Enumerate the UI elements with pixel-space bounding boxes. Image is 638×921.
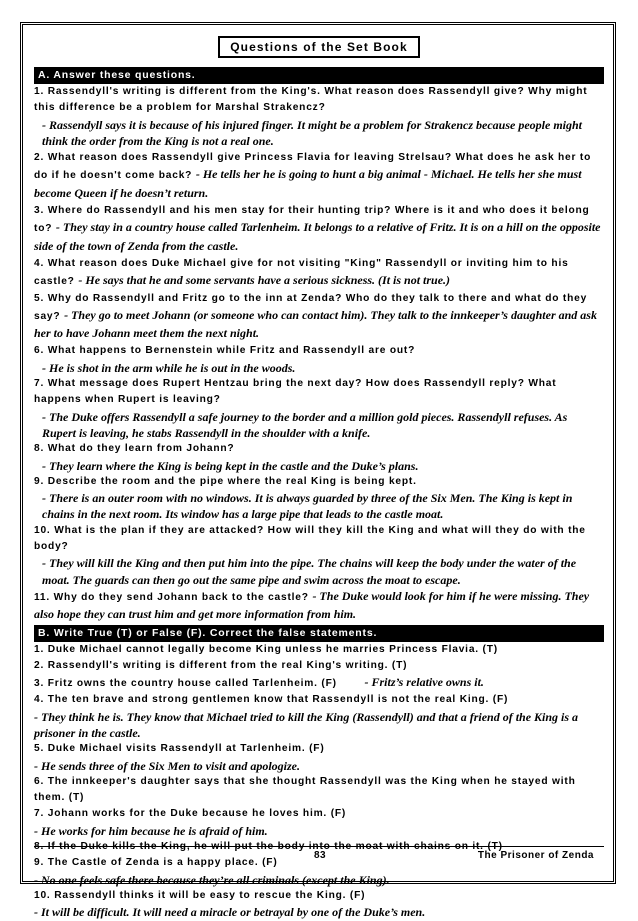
question-a10: 10. What is the plan if they are attacked? How will they kill the King and what will they do with the body? — [34, 524, 586, 553]
question-a2: 2. What reason does Rassendyll give Princess Flavia for leaving Strelsau? What does he ask her to do if he doesn't come back? — [34, 152, 592, 182]
question-a11: 11. Why do they send Johann back to the castle? — [34, 591, 309, 603]
correction-b3: - Fritz’s relative owns it. — [364, 675, 484, 690]
statement-b8: 8. If the Duke kills the King, he will put the body into the moat with chains on it. (T) — [34, 841, 503, 853]
statement-b2: 2. Rassendyll's writing is different from the real King's writing. (T) — [34, 659, 408, 671]
answer-a5: - They go to meet Johann (or someone who can contact him). They talk to the innkeeper’s daughter and ask her to have Johann meet them the next night. — [34, 307, 597, 341]
correction-b9: - No one feels safe there because they’re all criminals (except the King). — [34, 872, 390, 887]
statement-b3-block — [34, 674, 604, 692]
statement-b5: 5. Duke Michael visits Rassendyll at Tarlenheim. (F) — [34, 743, 325, 755]
statement-b10: 10. Rassendyll thinks it will be easy to rescue the King. (F) — [34, 889, 366, 901]
answer-a7: - The Duke offers Rassendyll a safe journey to the border and a million gold pieces. Rassendyll refuses. As Rupert is leaving, he stabs Rassendyll in the shoulder with a knife. — [42, 409, 568, 440]
answer-a11: - The Duke would look for him if he were missing. They also hope they can trust him and get more information from him. — [34, 588, 590, 622]
question-a7: 7. What message does Rupert Hentzau bring the next day? How does Rassendyll reply? What happens when Rupert is leaving? — [34, 378, 557, 406]
question-a4: 4. What reason does Duke Michael give for not visiting "King" Rassendyll or inviting him to his castle? — [34, 257, 569, 288]
answer-a8: - They learn where the King is being kept in the castle and the Duke’s plans. — [42, 458, 419, 473]
section-a-heading: A. Answer these questions. — [34, 67, 604, 84]
section-b-heading: B. Write True (T) or False (F). Correct the false statements. — [34, 625, 604, 642]
answer-a9: - There is an outer room with no windows. It is always guarded by three of the Six Men. The King is kept in chains in the next room. Its window has a large pipe that leads to the castle moat. — [42, 491, 573, 522]
book-title: The Prisoner of Zenda — [477, 850, 594, 861]
answer-a10: - They will kill the King and then put him into the pipe. The chains will keep the body under the water of the moat. The guards can then go out the same pipe and swim across the moat to escape. — [42, 556, 577, 587]
answer-a3: - They stay in a country house called Tarlenheim. It belongs to a relative of Fritz. It is on a hill on the opposite side of the town of Zenda from the castle. — [34, 220, 601, 253]
title-wrap — [34, 36, 604, 58]
question-a9: 9. Describe the room and the pipe where the real King is being kept. — [34, 475, 417, 487]
question-a11-block — [34, 588, 604, 625]
answer-a2: - He tells her he is going to hunt a big animal - Michael. He tells her she must become Queen if he doesn’t return. — [34, 167, 582, 200]
question-a5-block — [34, 291, 604, 344]
answer-a1: - Rassendyll says it is because of his injured finger. It might be a problem for Strakencz because people might think the order from the King is not a real one. — [42, 117, 583, 148]
question-a8: 8. What do they learn from Johann? — [34, 443, 235, 455]
statement-b6: 6. The innkeeper's daughter says that she thought Rassendyll was the King when he stayed with them. (T) — [34, 775, 576, 804]
statement-b1: 1. Duke Michael cannot legally become King unless he marries Princess Flavia. (T) — [34, 643, 498, 655]
correction-b4: - They think he is. They know that Michael tried to kill the King (Rassendyll) and that a friend of the King is a prisoner in the castle. — [34, 709, 579, 740]
question-a4-block — [34, 256, 604, 291]
statement-b7: 7. Johann works for the Duke because he loves him. (F) — [34, 808, 347, 820]
question-a5: 5. Why do Rassendyll and Fritz go to the inn at Zenda? Who do they talk to there and what do they say? — [34, 292, 588, 322]
question-a3: 3. Where do Rassendyll and his men stay for their hunting trip? Where is it and who does it belong to? — [34, 205, 590, 235]
correction-b5: - He sends three of the Six Men to visit and apologize. — [34, 758, 301, 773]
page-content — [34, 36, 604, 921]
question-a1: 1. Rassendyll's writing is different from the King's. What reason does Rassendyll give? Why might this difference be a problem for Marshal Strakencz? — [34, 86, 588, 114]
statement-b3: 3. Fritz owns the country house called Tarlenheim. (F) — [34, 678, 337, 690]
statement-b9: 9. The Castle of Zenda is a happy place. (F) — [34, 857, 278, 869]
page-number: 83 — [314, 850, 327, 861]
answer-a4: - He says that he and some servants have a serious sickness. (It is not true.) — [78, 273, 451, 288]
question-a3-block — [34, 203, 604, 256]
correction-b7: - He works for him because he is afraid of him. — [34, 823, 268, 838]
question-a6: 6. What happens to Bernenstein while Fritz and Rassendyll are out? — [34, 345, 416, 357]
question-a2-block — [34, 150, 604, 203]
answer-a6: - He is shot in the arm while he is out in the woods. — [42, 360, 296, 375]
correction-b10: - It will be difficult. It will need a miracle or betrayal by one of the Duke’s men. — [34, 905, 426, 920]
statement-b4: 4. The ten brave and strong gentlemen know that Rassendyll is not the real King. (F) — [34, 694, 509, 706]
page-title: Questions of the Set Book — [218, 36, 420, 58]
